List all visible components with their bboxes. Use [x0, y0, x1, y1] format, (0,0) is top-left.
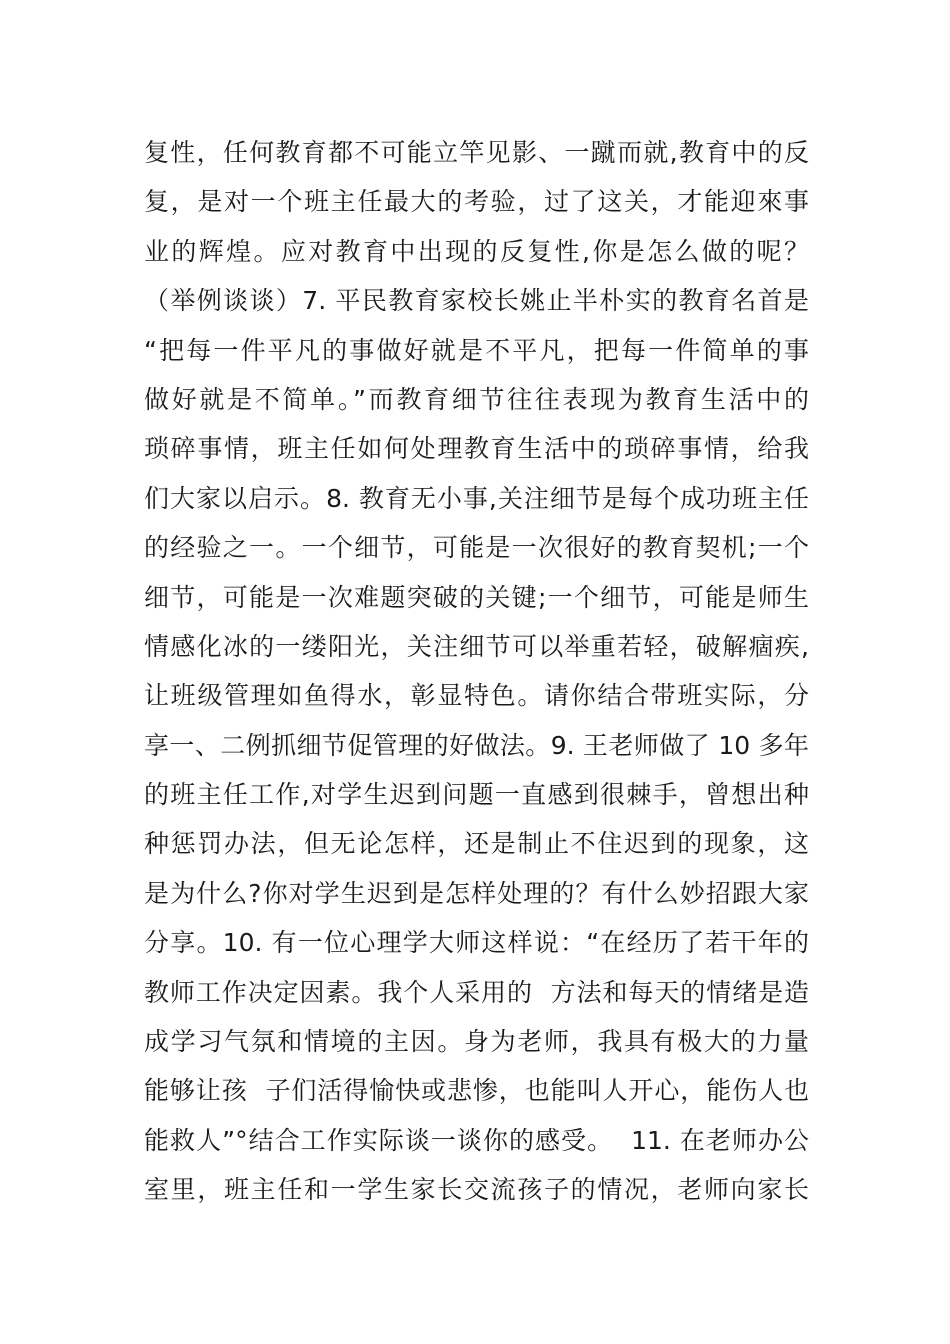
text-line-10: 细节，可能是一次难题突破的关键;一个细节，可能是师生	[144, 582, 809, 612]
text-line-12: 让班级管理如鱼得水，彰显特色。请你结合带班实际，分	[144, 681, 809, 711]
text-line-21: 能救人”°结合工作实际谈一谈你的感受。 11. 在老师办公	[144, 1125, 809, 1155]
text-line-22: 室里，班主任和一学生家长交流孩子的情况，老师向家长	[144, 1175, 809, 1205]
text-line-1: 复性，任何教育都不可能立竿见影、一蹴而就,教育中的反	[144, 138, 809, 167]
text-line-11: 情感化冰的一缕阳光，关注细节可以举重若轻，破解痼疾,	[144, 631, 809, 661]
text-line-19: 成学习气氛和情境的主因。身为老师，我具有极大的力量	[144, 1027, 809, 1057]
text-line-20: 能够让孩 子们活得愉快或悲惨，也能叫人开心，能伤人也	[144, 1076, 809, 1106]
text-line-16: 是为什么?你对学生迟到是怎样处理的？有什么妙招跟大家	[144, 878, 809, 908]
text-line-3: 业的辉煌。应对教育中出现的反复性,你是怎么做的呢？	[144, 236, 809, 266]
text-line-13: 享一、二例抓细节促管理的好做法。9. 王老师做了 10 多年	[144, 730, 809, 760]
text-line-2: 复，是对一个班主任最大的考验，过了这关，才能迎來事	[144, 187, 809, 217]
body-text	[144, 133, 809, 1220]
text-line-18: 教师工作决定因素。我个人采用的 方法和每天的情绪是造	[144, 977, 809, 1007]
text-line-4: （举例谈谈）7. 平民教育家校长姚止半朴实的教育名首是	[144, 286, 809, 316]
text-line-5: “把每一件平凡的事做好就是不平凡，把每一件简单的事	[144, 335, 809, 365]
text-line-6: 做好就是不简单。”而教育细节往往表现为教育生活中的	[144, 384, 809, 414]
text-line-15: 种惩罚办法，但无论怎样，还是制止不住迟到的现象，这	[144, 829, 809, 859]
text-line-9: 的经验之一。一个细节，可能是一次很好的教育契机;一个	[144, 533, 809, 563]
text-line-7: 琐碎事情，班主任如何处理教育生活中的琐碎事情，给我	[144, 434, 809, 464]
text-line-17: 分享。10. 有一位心理学大师这样说：“在经历了若干年的	[144, 928, 809, 958]
text-line-14: 的班主任工作,对学生迟到问题一直感到很棘手，曾想出种	[144, 780, 809, 810]
text-line-8: 们大家以启示。8. 教育无小事,关注细节是每个成功班主任	[144, 483, 809, 513]
